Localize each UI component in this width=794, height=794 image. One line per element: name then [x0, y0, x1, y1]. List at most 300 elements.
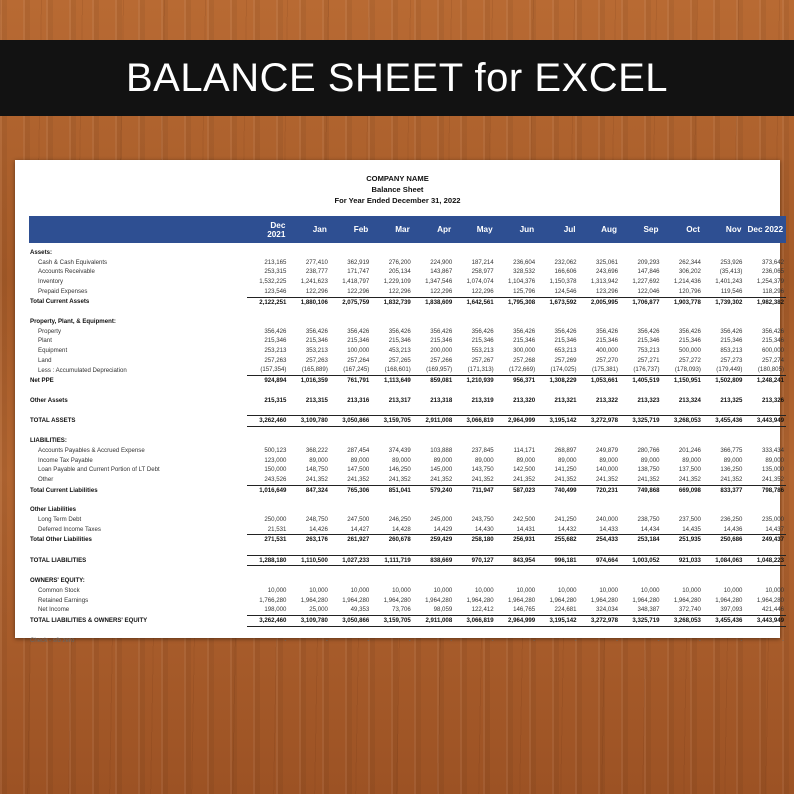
row-value: 257,269 — [554, 356, 577, 364]
row-label: Total Current Liabilities — [30, 486, 98, 494]
row-value — [579, 626, 620, 636]
row-value: 276,200 — [388, 258, 411, 266]
row-value — [703, 386, 744, 396]
row-value: 89,000 — [682, 456, 701, 464]
row-value — [744, 426, 786, 436]
row-value: - — [740, 637, 743, 645]
row-value: 257,273 — [720, 356, 743, 364]
row-value — [413, 566, 454, 576]
row-value: 142,500 — [513, 466, 536, 474]
table-row — [29, 336, 786, 346]
row-value — [454, 566, 495, 576]
row-value: 366,775 — [720, 447, 743, 454]
row-value — [496, 405, 537, 415]
row-value: 749,868 — [620, 485, 661, 495]
row-value — [454, 248, 495, 258]
row-value — [661, 496, 702, 506]
row-value — [620, 496, 661, 506]
row-value: 1,795,308 — [496, 297, 537, 307]
row-value — [371, 545, 412, 555]
row-value: 119,546 — [720, 287, 743, 295]
table-row — [29, 287, 786, 297]
row-value — [744, 496, 786, 506]
row-value: 1,110,500 — [288, 555, 329, 566]
row-value: 100,000 — [347, 347, 370, 355]
row-value: 213,316 — [347, 396, 370, 404]
column-header: Jan — [288, 216, 329, 243]
spacer-row — [29, 545, 786, 555]
row-value — [703, 545, 744, 555]
row-value — [288, 545, 329, 555]
row-value: 740,499 — [537, 485, 578, 495]
row-value: 10,000 — [475, 586, 494, 594]
row-value — [330, 576, 371, 586]
row-value: 2,075,759 — [330, 297, 371, 307]
row-value: 1,642,561 — [454, 297, 495, 307]
row-value: 14,432 — [557, 525, 577, 533]
row-value: 237,845 — [471, 447, 494, 454]
row-label — [29, 566, 247, 576]
row-value: 253,315 — [264, 268, 287, 276]
row-value — [496, 626, 537, 636]
row-value: 1,210,939 — [454, 376, 495, 386]
row-label: Assets: — [30, 249, 53, 256]
row-value — [330, 436, 371, 446]
row-value: 237,500 — [678, 515, 701, 523]
row-value: 3,268,053 — [661, 415, 702, 426]
row-label: Accounts Payables & Accrued Expense — [38, 447, 145, 454]
row-value: 1,248,241 — [744, 376, 786, 386]
row-value: 241,352 — [430, 476, 453, 484]
row-value: 3,066,819 — [454, 415, 495, 426]
row-value: 2,911,008 — [413, 615, 454, 626]
row-value: 215,346 — [513, 337, 536, 345]
row-value: 3,455,436 — [703, 415, 744, 426]
row-value: 1,880,106 — [288, 297, 329, 307]
row-value — [620, 307, 661, 317]
row-value — [579, 576, 620, 586]
row-value — [537, 386, 578, 396]
row-value — [703, 496, 744, 506]
row-value: (169,957) — [426, 366, 453, 374]
row-label: Equipment — [38, 347, 68, 355]
row-value: 89,000 — [640, 456, 660, 464]
row-value: 10,000 — [682, 586, 701, 594]
row-value: 257,270 — [596, 356, 619, 364]
row-value: 500,123 — [264, 447, 287, 454]
row-value: 970,127 — [454, 555, 495, 566]
table-row — [29, 505, 786, 515]
row-label: TOTAL LIABILITIES — [30, 556, 87, 564]
row-value: 257,271 — [637, 356, 660, 364]
row-value: 213,318 — [430, 396, 453, 404]
row-value — [413, 405, 454, 415]
row-value: 1,739,302 — [703, 297, 744, 307]
row-value — [744, 436, 786, 446]
row-value: 306,202 — [678, 268, 701, 276]
row-value: 500,000 — [678, 347, 701, 355]
row-value — [247, 386, 288, 396]
row-value: 187,214 — [471, 258, 494, 266]
table-row — [29, 576, 786, 586]
row-value: 851,041 — [371, 485, 412, 495]
row-value: 3,050,866 — [330, 615, 371, 626]
row-value — [330, 505, 371, 515]
row-value: 1,084,063 — [703, 555, 744, 566]
row-value: 10,000 — [516, 586, 536, 594]
row-value — [579, 496, 620, 506]
table-row — [29, 615, 786, 626]
row-value — [413, 545, 454, 555]
row-value: 1,766,280 — [259, 596, 287, 604]
row-value: 122,046 — [637, 287, 660, 295]
row-value: 3,272,978 — [579, 615, 620, 626]
row-value — [661, 576, 702, 586]
row-value — [744, 317, 786, 327]
row-value: 1,016,359 — [288, 376, 329, 386]
row-value — [413, 307, 454, 317]
row-value — [288, 626, 329, 636]
row-value — [744, 545, 786, 555]
row-value — [703, 626, 744, 636]
row-value: 328,532 — [513, 268, 536, 276]
row-value: 135,000 — [761, 466, 784, 474]
row-value — [371, 307, 412, 317]
row-value: 1,313,942 — [590, 278, 619, 286]
row-value — [661, 436, 702, 446]
row-label: Inventory — [38, 278, 64, 286]
row-value: (180,805) — [757, 366, 784, 374]
row-value: 241,352 — [678, 476, 701, 484]
row-value: 3,325,719 — [620, 615, 661, 626]
row-label: Common Stock — [38, 586, 80, 594]
row-value: (175,381) — [591, 366, 619, 374]
row-value: 148,750 — [305, 466, 328, 474]
table-row — [29, 317, 786, 327]
row-value: 236,065 — [761, 268, 784, 276]
row-value — [247, 545, 288, 555]
row-value: 356,426 — [305, 327, 328, 335]
spacer-row — [29, 405, 786, 415]
row-value: 14,433 — [599, 525, 619, 533]
row-value: 14,437 — [765, 525, 784, 533]
row-value — [703, 317, 744, 327]
row-value: 1,150,951 — [661, 376, 702, 386]
row-value: 114,171 — [513, 447, 536, 454]
row-value: 1,903,778 — [661, 297, 702, 307]
row-value: (174,025) — [550, 366, 577, 374]
row-value: 257,268 — [513, 356, 536, 364]
table-row — [29, 396, 786, 406]
row-value: 300,000 — [513, 347, 536, 355]
row-value: 10,000 — [640, 586, 660, 594]
row-value — [413, 626, 454, 636]
row-value: 200,000 — [430, 347, 453, 355]
row-value: 1,832,739 — [371, 297, 412, 307]
row-value — [247, 405, 288, 415]
table-row — [29, 297, 786, 307]
row-value — [661, 307, 702, 317]
spacer-row — [29, 496, 786, 506]
row-value: 356,426 — [388, 327, 411, 335]
row-value: 1,288,180 — [247, 555, 288, 566]
row-value — [537, 505, 578, 515]
row-value: 1,838,609 — [413, 297, 454, 307]
row-value: 257,272 — [678, 356, 701, 364]
row-value: 1,982,382 — [744, 297, 786, 307]
row-value — [454, 626, 495, 636]
row-value — [371, 436, 412, 446]
row-value: 1,104,376 — [508, 278, 536, 286]
row-value — [620, 626, 661, 636]
row-value: 14,434 — [640, 525, 660, 533]
row-value: - — [284, 637, 287, 645]
row-value — [496, 317, 537, 327]
row-label: Retained Earnings — [38, 596, 89, 604]
row-value: 1,964,280 — [756, 596, 784, 604]
row-label: Income Tax Payable — [38, 456, 93, 464]
table-row — [29, 596, 786, 606]
row-value: 843,954 — [496, 555, 537, 566]
column-header: May — [454, 216, 495, 243]
row-value — [247, 505, 288, 515]
row-label: OWNERS' EQUITY: — [30, 577, 85, 585]
table-row — [29, 267, 786, 277]
row-value: 956,371 — [496, 376, 537, 386]
row-value: 98,059 — [433, 606, 453, 614]
company-name: COMPANY NAME — [366, 174, 429, 183]
row-value: 362,919 — [347, 258, 370, 266]
row-label: Prepaid Expenses — [38, 288, 88, 296]
row-value — [413, 386, 454, 396]
row-value: 847,324 — [288, 485, 329, 495]
row-value — [413, 317, 454, 327]
row-value — [247, 307, 288, 317]
row-value — [288, 505, 329, 515]
row-value: 136,250 — [720, 466, 743, 474]
row-value: 853,213 — [720, 347, 743, 355]
row-value: 241,352 — [637, 476, 660, 484]
row-value: 1,964,280 — [342, 596, 370, 604]
row-value: 213,165 — [264, 258, 287, 266]
row-value: 146,765 — [513, 606, 536, 614]
row-value — [744, 566, 786, 576]
row-value — [661, 566, 702, 576]
row-value — [247, 426, 288, 436]
row-value: 10,000 — [350, 586, 370, 594]
row-value: 1,053,661 — [579, 376, 620, 386]
row-value — [744, 307, 786, 317]
row-value — [703, 426, 744, 436]
row-value: 3,050,866 — [330, 415, 371, 426]
row-value: 1,003,052 — [620, 555, 661, 566]
column-header: Dec 2022 — [744, 216, 786, 243]
row-value: 765,306 — [330, 485, 371, 495]
column-header: Sep — [620, 216, 661, 243]
row-value: 122,296 — [471, 287, 494, 295]
row-value: 123,546 — [264, 287, 287, 295]
row-value — [744, 505, 786, 515]
row-value: 3,262,460 — [247, 615, 288, 626]
row-value: 3,443,949 — [744, 415, 786, 426]
row-value: 10,000 — [557, 586, 577, 594]
row-value — [330, 545, 371, 555]
row-value: 1,532,225 — [259, 278, 287, 286]
row-value: 166,606 — [554, 268, 577, 276]
row-value — [579, 307, 620, 317]
row-value: 1,964,280 — [632, 596, 660, 604]
row-value: 89,000 — [765, 456, 784, 464]
row-label: TOTAL LIABILITIES & OWNERS' EQUITY — [30, 616, 148, 624]
row-value: 122,296 — [430, 287, 453, 295]
row-value: 241,352 — [720, 476, 743, 484]
row-value — [454, 496, 495, 506]
row-value: 261,927 — [330, 535, 371, 545]
row-label: Total Current Assets — [30, 298, 90, 306]
row-value: 257,264 — [347, 356, 370, 364]
row-value: 248,750 — [305, 515, 328, 523]
row-value — [537, 566, 578, 576]
row-value: 2,005,995 — [579, 297, 620, 307]
row-value: 3,066,819 — [454, 615, 495, 626]
row-value: 669,098 — [661, 485, 702, 495]
row-value: 198,000 — [264, 606, 287, 614]
row-value — [620, 386, 661, 396]
row-value — [661, 317, 702, 327]
row-value: 356,426 — [596, 327, 619, 335]
row-value — [413, 505, 454, 515]
row-value — [454, 426, 495, 436]
table-row — [29, 525, 786, 535]
row-value — [247, 248, 288, 258]
row-value: 600,000 — [761, 347, 784, 355]
column-header: Nov — [703, 216, 744, 243]
row-value: 241,352 — [388, 476, 411, 484]
row-value: - — [408, 637, 411, 645]
row-value — [288, 426, 329, 436]
row-value: 653,213 — [554, 347, 577, 355]
row-value — [537, 317, 578, 327]
row-value: 1,074,074 — [466, 278, 494, 286]
column-header-row — [29, 216, 786, 243]
row-value: 215,346 — [678, 337, 701, 345]
row-value: 579,240 — [413, 485, 454, 495]
row-value — [288, 386, 329, 396]
row-value: 1,964,280 — [425, 596, 453, 604]
row-value: 241,352 — [596, 476, 619, 484]
row-value — [454, 545, 495, 555]
row-value — [744, 248, 786, 258]
row-label — [29, 496, 247, 506]
column-header: Jul — [537, 216, 578, 243]
row-value — [371, 248, 412, 258]
row-value: 1,113,649 — [371, 376, 412, 386]
row-value — [413, 426, 454, 436]
row-value: - — [533, 637, 536, 645]
row-value: 21,531 — [267, 525, 287, 533]
row-value: 89,000 — [516, 456, 536, 464]
balance-sheet-rows — [29, 243, 786, 646]
row-value: 213,326 — [761, 396, 784, 404]
row-value: 720,231 — [579, 485, 620, 495]
row-value — [496, 386, 537, 396]
row-value: 215,346 — [388, 337, 411, 345]
report-title: Balance Sheet — [371, 185, 424, 194]
row-value: - — [450, 637, 453, 645]
row-value — [454, 505, 495, 515]
row-value: 14,429 — [433, 525, 453, 533]
row-value: 125,796 — [513, 287, 536, 295]
row-value: (167,245) — [343, 366, 370, 374]
row-label — [29, 386, 247, 396]
row-value — [288, 307, 329, 317]
row-value: 215,315 — [264, 396, 287, 404]
row-value: 3,455,436 — [703, 615, 744, 626]
row-value: (172,669) — [509, 366, 536, 374]
row-value — [620, 545, 661, 555]
table-row — [29, 277, 786, 287]
row-value: (176,737) — [633, 366, 660, 374]
row-value: 89,000 — [723, 456, 743, 464]
row-value — [454, 386, 495, 396]
spacer-row — [29, 626, 786, 636]
table-row — [29, 258, 786, 268]
row-value: 213,319 — [471, 396, 494, 404]
row-value — [661, 386, 702, 396]
row-value: 10,000 — [765, 586, 784, 594]
row-label: Net Income — [38, 606, 70, 614]
row-value: - — [698, 637, 701, 645]
row-value — [661, 626, 702, 636]
row-value: 1,964,280 — [300, 596, 328, 604]
row-value: 3,262,460 — [247, 415, 288, 426]
table-row — [29, 415, 786, 426]
row-label: Loan Payable and Current Portion of LT Debt — [38, 466, 160, 474]
row-value — [620, 576, 661, 586]
row-value: 14,431 — [516, 525, 536, 533]
row-value — [703, 248, 744, 258]
row-value — [371, 496, 412, 506]
row-label — [29, 405, 247, 415]
row-value — [537, 436, 578, 446]
row-value: 348,387 — [637, 606, 660, 614]
row-value: 10,000 — [723, 586, 743, 594]
row-value: 1,254,379 — [756, 278, 784, 286]
row-value — [330, 248, 371, 258]
row-value — [496, 496, 537, 506]
row-value — [454, 576, 495, 586]
row-value: - — [781, 637, 784, 645]
row-value: 213,325 — [720, 396, 743, 404]
row-value: 14,426 — [309, 525, 328, 533]
row-value: 257,263 — [264, 356, 287, 364]
column-header: Oct — [661, 216, 702, 243]
title-banner — [0, 40, 794, 116]
column-header: Dec 2021 — [247, 216, 288, 243]
row-value — [579, 545, 620, 555]
row-value: 255,682 — [537, 535, 578, 545]
row-value: 253,213 — [264, 347, 287, 355]
row-value: 122,296 — [347, 287, 370, 295]
row-value: 3,159,705 — [371, 615, 412, 626]
row-value — [537, 576, 578, 586]
row-value: 201,246 — [678, 447, 701, 454]
row-value: 711,947 — [454, 485, 495, 495]
row-value: 140,000 — [596, 466, 619, 474]
row-value: - — [491, 637, 494, 645]
row-value: 1,229,109 — [383, 278, 411, 286]
row-value: 253,926 — [720, 258, 743, 266]
